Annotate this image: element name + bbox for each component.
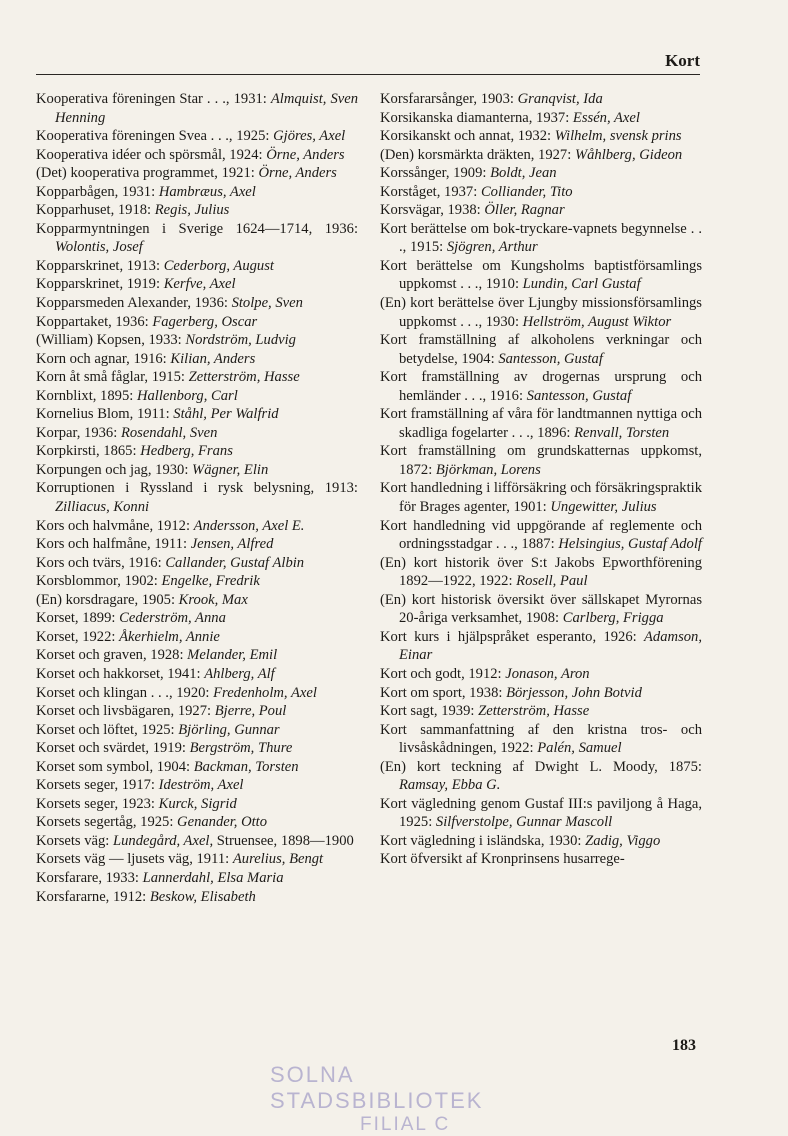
entry-title: Kort berättelse om Kungsholms baptistförsamlings uppkomst . . ., 1910: [380,257,702,293]
entry-author: Melander, Emil [187,647,278,664]
entry-title: Kort kurs i hjälpspråket esperanto, 1926: [380,628,645,645]
entry-title: Korset och svärdet, 1919: [36,740,190,757]
entry-title: Kornelius Blom, 1911: [36,406,174,423]
entry-author: Hedberg, Frans [140,443,233,460]
index-entry [380,109,702,128]
index-entry [36,869,358,888]
entry-author: Öller, Ragnar [484,202,565,219]
entry-title: Korsikanskt och annat, 1932: [380,128,555,145]
entry-author: Ahlberg, Alf [204,665,275,682]
entry-author: Santesson, Gustaf [526,387,632,404]
entry-title: Kors och halvmåne, 1912: [36,517,194,534]
entry-title: Kort handledning vid uppgörande af reglemente och ordningsstadgar . . ., 1887: [380,517,702,553]
entry-title: Kort framställning om grundskatternas uppkomst, 1872: [380,443,702,478]
running-header [36,52,700,75]
index-entry [36,758,358,777]
entry-author: Carlberg, Frigga [562,610,664,627]
entry-title: (En) kort historisk översikt över sällskapet Myrornas 20-åriga verksamhet, 1908: [380,591,702,627]
entry-title: Korsets segertåg, 1925: [36,814,178,831]
right-column [380,90,702,869]
entry-author: Ramsay, Ebba G. [399,777,501,794]
entry-author: Boldt, Jean [490,165,557,182]
entry-author: Cederström, Anna [119,610,226,627]
entry-title: Kort vägledning genom Gustaf III:s paviljong å Haga, 1925: [380,795,702,831]
index-entry [380,294,702,331]
entry-author: Zetterström, Hasse [188,369,300,386]
index-entry [380,665,702,684]
entry-title: Korsfarare, 1933: [36,869,143,886]
entry-author: Hallenborg, Carl [136,387,238,404]
entry-author: Zetterström, Hasse [478,703,590,720]
entry-author: Adamson, Einar [399,628,702,664]
index-entry [36,684,358,703]
entry-author: Sjögren, Arthur [446,239,538,256]
entry-author: Lundin, Carl Gustaf [522,276,641,293]
index-entry [380,591,702,628]
index-entry [380,479,702,516]
entry-title: Korn och agnar, 1916: [36,350,171,367]
entry-title: (En) korsdragare, 1905: [36,591,179,608]
entry-author: Beskow, Elisabeth [149,888,256,905]
entry-title: Korruptionen i Ryssland i rysk belysning, 1913: [36,480,358,497]
entry-author: Wägner, Elin [192,461,269,478]
entry-author: Genander, Otto [177,814,268,831]
entry-author: Andersson, Axel E. [193,517,305,534]
index-entry [36,813,358,832]
index-entry [36,331,358,350]
index-entry [36,572,358,591]
index-entry [380,368,702,405]
index-entry [36,628,358,647]
entry-title: Kort öfversikt af Kronprinsens husarrege- [380,851,625,868]
entry-author: Colliander, Tito [480,183,573,200]
entry-author: Granqvist, Ida [517,91,603,107]
index-entry [380,702,702,721]
entry-title: Korsets seger, 1917: [36,777,159,794]
entry-suffix: Struensee, 1898—1900 [213,832,354,849]
entry-title: Korset och hakkorset, 1941: [36,665,205,682]
entry-title: (En) kort historik över S:t Jakobs Epworthförening 1892—1922, 1922: [380,554,702,590]
entry-author: Callander, Gustaf Albin [165,554,305,571]
entry-author: Lannerdahl, Elsa Maria [142,869,284,886]
index-entry [380,183,702,202]
entry-author: Palén, Samuel [537,740,622,757]
index-entry [36,350,358,369]
index-entry [380,721,702,758]
entry-title: Koppartaket, 1936: [36,313,153,330]
stamp-line-1: SOLNA STADSBIBLIOTEK [270,1062,484,1113]
index-entry [380,405,702,442]
entry-author: Jonason, Aron [505,665,590,682]
entry-title: Korsblommor, 1902: [36,573,162,590]
index-entry [36,776,358,795]
entry-title: Kornblixt, 1895: [36,387,137,404]
entry-title: Korsets seger, 1923: [36,795,159,812]
entry-title: Kooperativa föreningen Svea . . ., 1925: [36,128,274,145]
entry-title: Kort handledning i lifförsäkring och försäkringspraktik för Brages agenter, 1901: [380,480,702,516]
index-entry [36,313,358,332]
entry-author: Nordström, Ludvig [185,332,296,349]
entry-title: (Det) kooperativa programmet, 1921: [36,165,259,182]
entry-author: Silfverstolpe, Gunnar Mascoll [435,814,613,831]
entry-author: Lundegård, Axel, [113,832,214,849]
entry-title: Kort sagt, 1939: [380,703,479,720]
entry-title: Korn åt små fåglar, 1915: [36,369,189,386]
entry-author: Zadig, Viggo [585,832,661,849]
index-entry [380,257,702,294]
entry-title: Kopparskrinet, 1919: [36,276,164,293]
index-entry [36,591,358,610]
entry-author: Kurck, Sigrid [158,795,237,812]
entry-author: Börjesson, John Botvid [506,684,642,701]
entry-author: Helsingius, Gustaf Adolf [558,536,702,553]
entry-title: Korsfararsånger, 1903: [380,91,518,107]
entry-title: Korset och löftet, 1925: [36,721,179,738]
entry-title: Korset och klingan . . ., 1920: [36,684,214,701]
index-entry [36,850,358,869]
entry-author: Bjerre, Poul [214,703,287,720]
index-entry [36,665,358,684]
index-entry [36,479,358,516]
index-entry [36,702,358,721]
entry-title: (Den) korsmärkta dräkten, 1927: [380,146,575,163]
index-entry [380,127,702,146]
index-entry [380,220,702,257]
entry-author: Ståhl, Per Walfrid [173,406,279,423]
index-entry [380,628,702,665]
entry-author: Cederborg, August [163,257,274,274]
entry-title: Korpkirsti, 1865: [36,443,141,460]
index-entry [36,275,358,294]
index-entry [36,424,358,443]
entry-title: Korset, 1899: [36,610,120,627]
entry-title: Kort och godt, 1912: [380,665,506,682]
entry-title: Korset och livsbägaren, 1927: [36,703,215,720]
index-entry [380,201,702,220]
entry-title: Korsikanska diamanterna, 1937: [380,109,573,126]
index-entry [36,517,358,536]
library-stamp [270,1062,530,1136]
entry-title: Kort om sport, 1938: [380,684,507,701]
entry-author: Björling, Gunnar [178,721,280,738]
entry-title: Korpar, 1936: [36,424,121,441]
entry-author: Bergström, Thure [189,740,293,757]
left-column [36,90,358,906]
entry-title: Kopparbågen, 1931: [36,183,159,200]
entry-author: Örne, Anders [258,165,337,182]
index-entry [380,146,702,165]
index-entry [380,331,702,368]
entry-author: Wilhelm, svensk prins [554,128,682,145]
entry-title: Korsets väg — ljusets väg, 1911: [36,851,233,868]
entry-author: Wolontis, Josef [55,239,143,256]
entry-title: Korset och graven, 1928: [36,647,188,664]
index-entry [36,888,358,907]
index-entry [380,850,702,869]
index-entry [36,127,358,146]
index-entry [36,183,358,202]
index-entry [380,832,702,851]
index-entry [36,535,358,554]
index-entry [36,739,358,758]
entry-title: Korsets väg: [36,832,114,849]
entry-title: Korpungen och jag, 1930: [36,461,193,478]
index-entry [380,554,702,591]
index-entry [380,758,702,795]
entry-author: Zilliacus, Konni [55,499,150,516]
entry-title: Korset som symbol, 1904: [36,758,194,775]
entry-author: Santesson, Gustaf [498,350,603,367]
entry-title: Kopparsmeden Alexander, 1936: [36,295,232,312]
entry-title: Kort framställning af våra för landtmannen nyttiga och skadliga fogelarter . . ., 1896: [380,406,702,441]
index-entry [380,517,702,554]
index-entry [36,442,358,461]
index-entry [36,220,358,257]
entry-title: Kort berättelse om bok-tryckare-vapnets begynnelse . . ., 1915: [380,220,702,256]
entry-title: Kors och tvärs, 1916: [36,554,166,571]
entry-title: (En) kort teckning af Dwight L. Moody, 1875: [380,758,702,775]
entry-author: Åkerhielm, Annie [119,628,220,645]
entry-author: Ungewitter, Julius [550,499,657,516]
entry-title: Kopparhuset, 1918: [36,202,155,219]
entry-author: Hambræus, Axel [158,183,256,200]
entry-author: Ideström, Axel [158,777,244,794]
entry-author: Hellström, August Wiktor [522,313,672,330]
stamp-line-2: FILIAL C [360,1114,451,1135]
index-entry [36,461,358,480]
index-entry [36,146,358,165]
index-entry [36,646,358,665]
entry-author: Aurelius, Bengt [232,851,324,868]
entry-author: Krook, Max [178,591,248,608]
entry-author: Renvall, Torsten [574,424,670,441]
index-entry [380,442,702,479]
index-entry [380,684,702,703]
index-entry [36,387,358,406]
entry-author: Essén, Axel [572,109,640,126]
entry-author: Rosell, Paul [516,573,588,590]
entry-author: Kilian, Anders [170,350,256,367]
index-entry [380,90,702,109]
entry-author: Backman, Torsten [193,758,299,775]
index-entry [36,721,358,740]
entry-author: Regis, Julius [154,202,230,219]
page-number: 183 [672,1037,696,1054]
entry-author: Stolpe, Sven [231,295,303,312]
index-entry [36,90,358,127]
entry-author: Rosendahl, Sven [120,424,218,441]
index-entry [36,257,358,276]
entry-title: Kort sammanfattning af den kristna tros- och livsåskådningen, 1922: [380,721,702,757]
entry-title: Kors och halfmåne, 1911: [36,536,191,553]
entry-author: Engelke, Fredrik [161,573,260,590]
index-entry [36,201,358,220]
entry-title: Kooperativa idéer och spörsmål, 1924: [36,146,267,163]
entry-title: Kort vägledning i isländska, 1930: [380,832,586,849]
entry-author: Gjöres, Axel [273,128,346,145]
entry-title: Korset, 1922: [36,628,120,645]
entry-author: Kerfve, Axel [163,276,236,293]
index-entry [380,164,702,183]
index-entry [36,368,358,387]
entry-author: Fagerberg, Oscar [152,313,258,330]
index-entry [36,609,358,628]
index-entry [36,832,358,851]
entry-title: Kort framställning af alkoholens verkningar och betydelse, 1904: [380,332,702,367]
entry-title: Kopparskrinet, 1913: [36,257,164,274]
entry-author: Björkman, Lorens [435,461,541,478]
entry-title: Korsvägar, 1938: [380,202,485,219]
entry-author: Fredenholm, Axel [213,684,317,701]
entry-author: Almquist, Sven Henning [55,91,358,126]
index-entry [36,795,358,814]
page-header-title: Kort [665,51,700,70]
entry-author: Örne, Anders [266,146,345,163]
entry-title: (William) Kopsen, 1933: [36,332,186,349]
entry-title: Kooperativa föreningen Star . . ., 1931: [36,91,271,107]
entry-title: Kopparmyntningen i Sverige 1624—1714, 1936: [36,220,358,237]
entry-title: Korssånger, 1909: [380,165,491,182]
entry-title: (En) kort berättelse över Ljungby missionsförsamlings uppkomst . . ., 1930: [380,295,702,330]
entry-author: Jensen, Alfred [190,536,274,553]
index-entry [36,554,358,573]
entry-author: Wåhlberg, Gideon [574,146,683,163]
entry-title: Korsfararne, 1912: [36,888,150,905]
entry-title: Korståget, 1937: [380,183,481,200]
index-entry [380,795,702,832]
entry-title: Kort framställning av drogernas ursprung och hemländer . . ., 1916: [380,369,702,404]
index-entry [36,164,358,183]
index-entry [36,294,358,313]
index-entry [36,405,358,424]
